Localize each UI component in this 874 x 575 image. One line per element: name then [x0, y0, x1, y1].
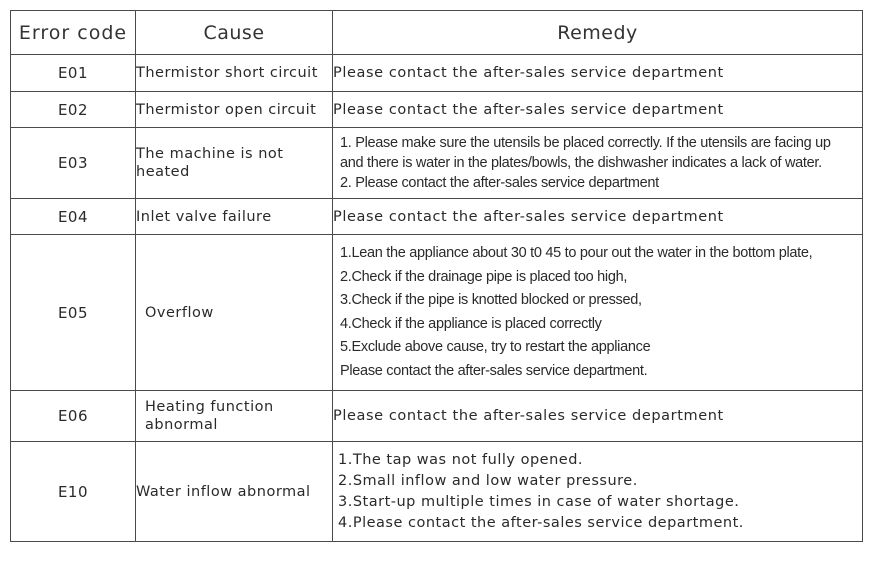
table-row-e04	[11, 199, 863, 235]
cause-line: The machine is not	[136, 146, 284, 162]
table-row-e05	[11, 235, 863, 391]
remedy-line: 2.Check if the drainage pipe is placed too high,	[340, 268, 628, 285]
table-row-e02	[11, 92, 863, 128]
remedy-line: 4.Please contact the after-sales service department.	[338, 514, 744, 531]
remedy-line: 5.Exclude above cause, try to restart the appliance	[340, 339, 651, 355]
remedy-line: 3.Check if the pipe is knotted blocked or pressed,	[340, 292, 642, 308]
remedy-line: 1.The tap was not fully opened.	[338, 451, 584, 468]
error-code-cell: E03	[11, 128, 136, 199]
header-remedy: Remedy	[333, 11, 863, 55]
remedy-line: 2. Please contact the after-sales service department	[340, 175, 659, 191]
remedy-cell	[333, 55, 863, 92]
remedy-cell	[333, 128, 863, 199]
remedy-line: Please contact the after-sales service department	[333, 65, 724, 81]
header-error-code: Error code	[11, 11, 136, 55]
remedy-line: 1.Lean the appliance about 30 t0 45 to pour out the water in the bottom plate,	[340, 245, 813, 261]
table-row-e06	[11, 391, 863, 442]
error-code-cell: E04	[11, 199, 136, 235]
error-code-cell: E01	[11, 55, 136, 92]
error-code-table	[10, 10, 863, 542]
remedy-cell	[333, 199, 863, 235]
remedy-cell	[333, 442, 863, 542]
cause-cell	[136, 391, 333, 442]
error-code-cell: E10	[11, 442, 136, 542]
cause-line: Thermistor open circuit	[136, 101, 317, 118]
cause-line: Thermistor short circuit	[136, 65, 318, 81]
cause-cell	[136, 199, 333, 235]
cause-line: Heating function	[145, 399, 274, 415]
remedy-line: Please contact the after-sales service department	[333, 101, 724, 118]
cause-line: Overflow	[145, 304, 214, 321]
table-row-e03	[11, 128, 863, 199]
cause-cell	[136, 128, 333, 199]
cause-cell	[136, 235, 333, 391]
cause-line: heated	[136, 164, 190, 180]
table-row-e01	[11, 55, 863, 92]
remedy-line: 1. Please make sure the utensils be placed correctly. If the utensils are facing up	[340, 135, 831, 151]
remedy-line: 3.Start-up multiple times in case of water shortage.	[338, 493, 740, 510]
remedy-cell	[333, 92, 863, 128]
error-code-cell: E06	[11, 391, 136, 442]
remedy-line: 2.Small inflow and low water pressure.	[338, 472, 638, 489]
remedy-cell	[333, 235, 863, 391]
remedy-line: Please contact the after-sales service department.	[340, 362, 648, 379]
header-cause: Cause	[136, 11, 333, 55]
remedy-line: and there is water in the plates/bowls, the dishwasher indicates a lack of water.	[340, 155, 822, 171]
cause-cell	[136, 442, 333, 542]
remedy-line: 4.Check if the appliance is placed correctly	[340, 315, 602, 332]
cause-line: Inlet valve failure	[136, 208, 272, 225]
error-code-cell: E05	[11, 235, 136, 391]
remedy-line: Please contact the after-sales service department	[333, 208, 724, 225]
cause-cell	[136, 55, 333, 92]
remedy-line: Please contact the after-sales service department	[333, 408, 724, 424]
table-row-e10	[11, 442, 863, 542]
cause-line: abnormal	[145, 417, 218, 433]
header-row	[11, 11, 863, 55]
remedy-cell	[333, 391, 863, 442]
cause-cell	[136, 92, 333, 128]
error-code-cell: E02	[11, 92, 136, 128]
cause-line: Water inflow abnormal	[136, 483, 311, 500]
